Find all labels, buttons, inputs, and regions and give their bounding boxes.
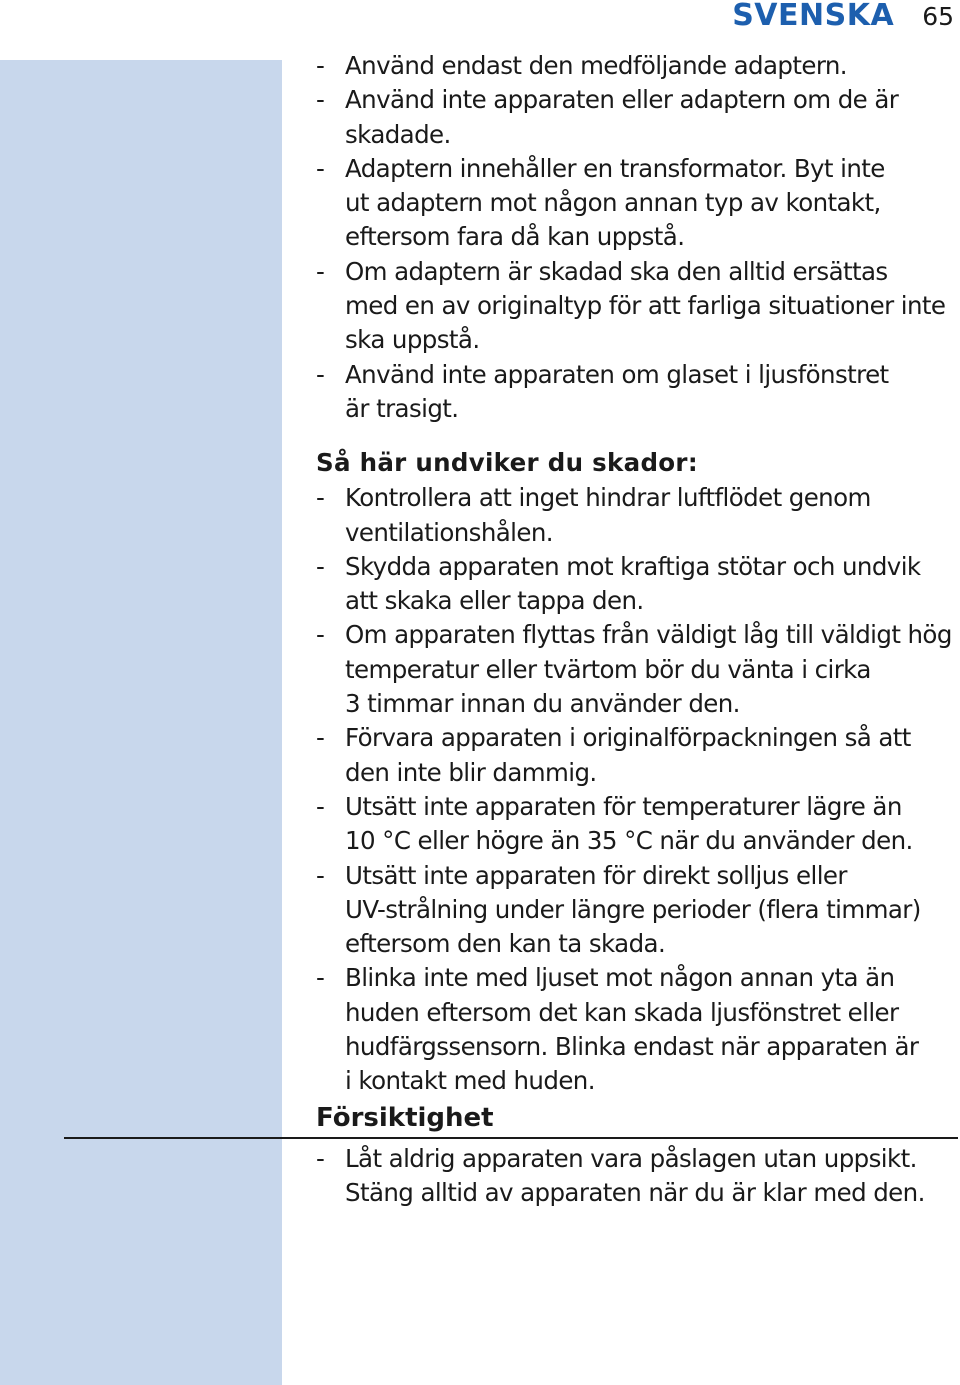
list-item: - Skydda apparaten mot kraftiga stötar och undvik att skaka eller tappa den. [316,550,958,619]
list-item: - Utsätt inte apparaten för direkt solljus eller UV-strålning under längre perioder (flera timmar) eftersom den kan ta skada. [316,859,958,962]
list-item: - Låt aldrig apparaten vara påslagen utan uppsikt. Stäng alltid av apparaten när du är klar med den. [316,1142,958,1211]
list-item: - Förvara apparaten i originalförpackningen så att den inte blir dammig. [316,721,958,790]
page-header [732,0,954,32]
list-item: - Om apparaten flyttas från väldigt låg till väldigt hög temperatur eller tvärtom bör du vänta i cirka 3 timmar innan du använder den. [316,618,958,721]
list-item: - Utsätt inte apparaten för temperaturer lägre än 10 °C eller högre än 35 °C när du använder den. [316,790,958,859]
damage-heading: Så här undviker du skador: [316,448,698,478]
page-number: 65 [922,2,954,31]
list-item: - Använd inte apparaten eller adaptern om de är skadade. [316,83,958,152]
list-item: - Adaptern innehåller en transformator. Byt inte ut adaptern mot någon annan typ av kontakt, eftersom fara då kan uppstå. [316,152,958,255]
caution-list [316,1142,958,1211]
section-divider [64,1137,958,1139]
list-item: - Kontrollera att inget hindrar luftflödet genom ventilationshålen. [316,481,958,550]
caution-heading: Försiktighet [316,1102,494,1133]
list-item: - Blinka inte med ljuset mot någon annan yta än huden eftersom det kan skada ljusfönstret eller hudfärgssensorn. Blinka endast när apparaten är i kontakt med huden. [316,961,958,1098]
language-label: SVENSKA [732,0,895,33]
main-content [316,49,958,1133]
caution-section [316,1142,958,1211]
list-item: - Om adaptern är skadad ska den alltid ersättas med en av originaltyp för att farliga situationer inte ska uppstå. [316,255,958,358]
damage-list [316,481,958,1098]
list-item: - Använd inte apparaten om glaset i ljusfönstret är trasigt. [316,358,958,427]
list-item: - Använd endast den medföljande adaptern. [316,49,958,83]
sidebar-panel [0,60,282,1385]
warnings-list [316,49,958,426]
